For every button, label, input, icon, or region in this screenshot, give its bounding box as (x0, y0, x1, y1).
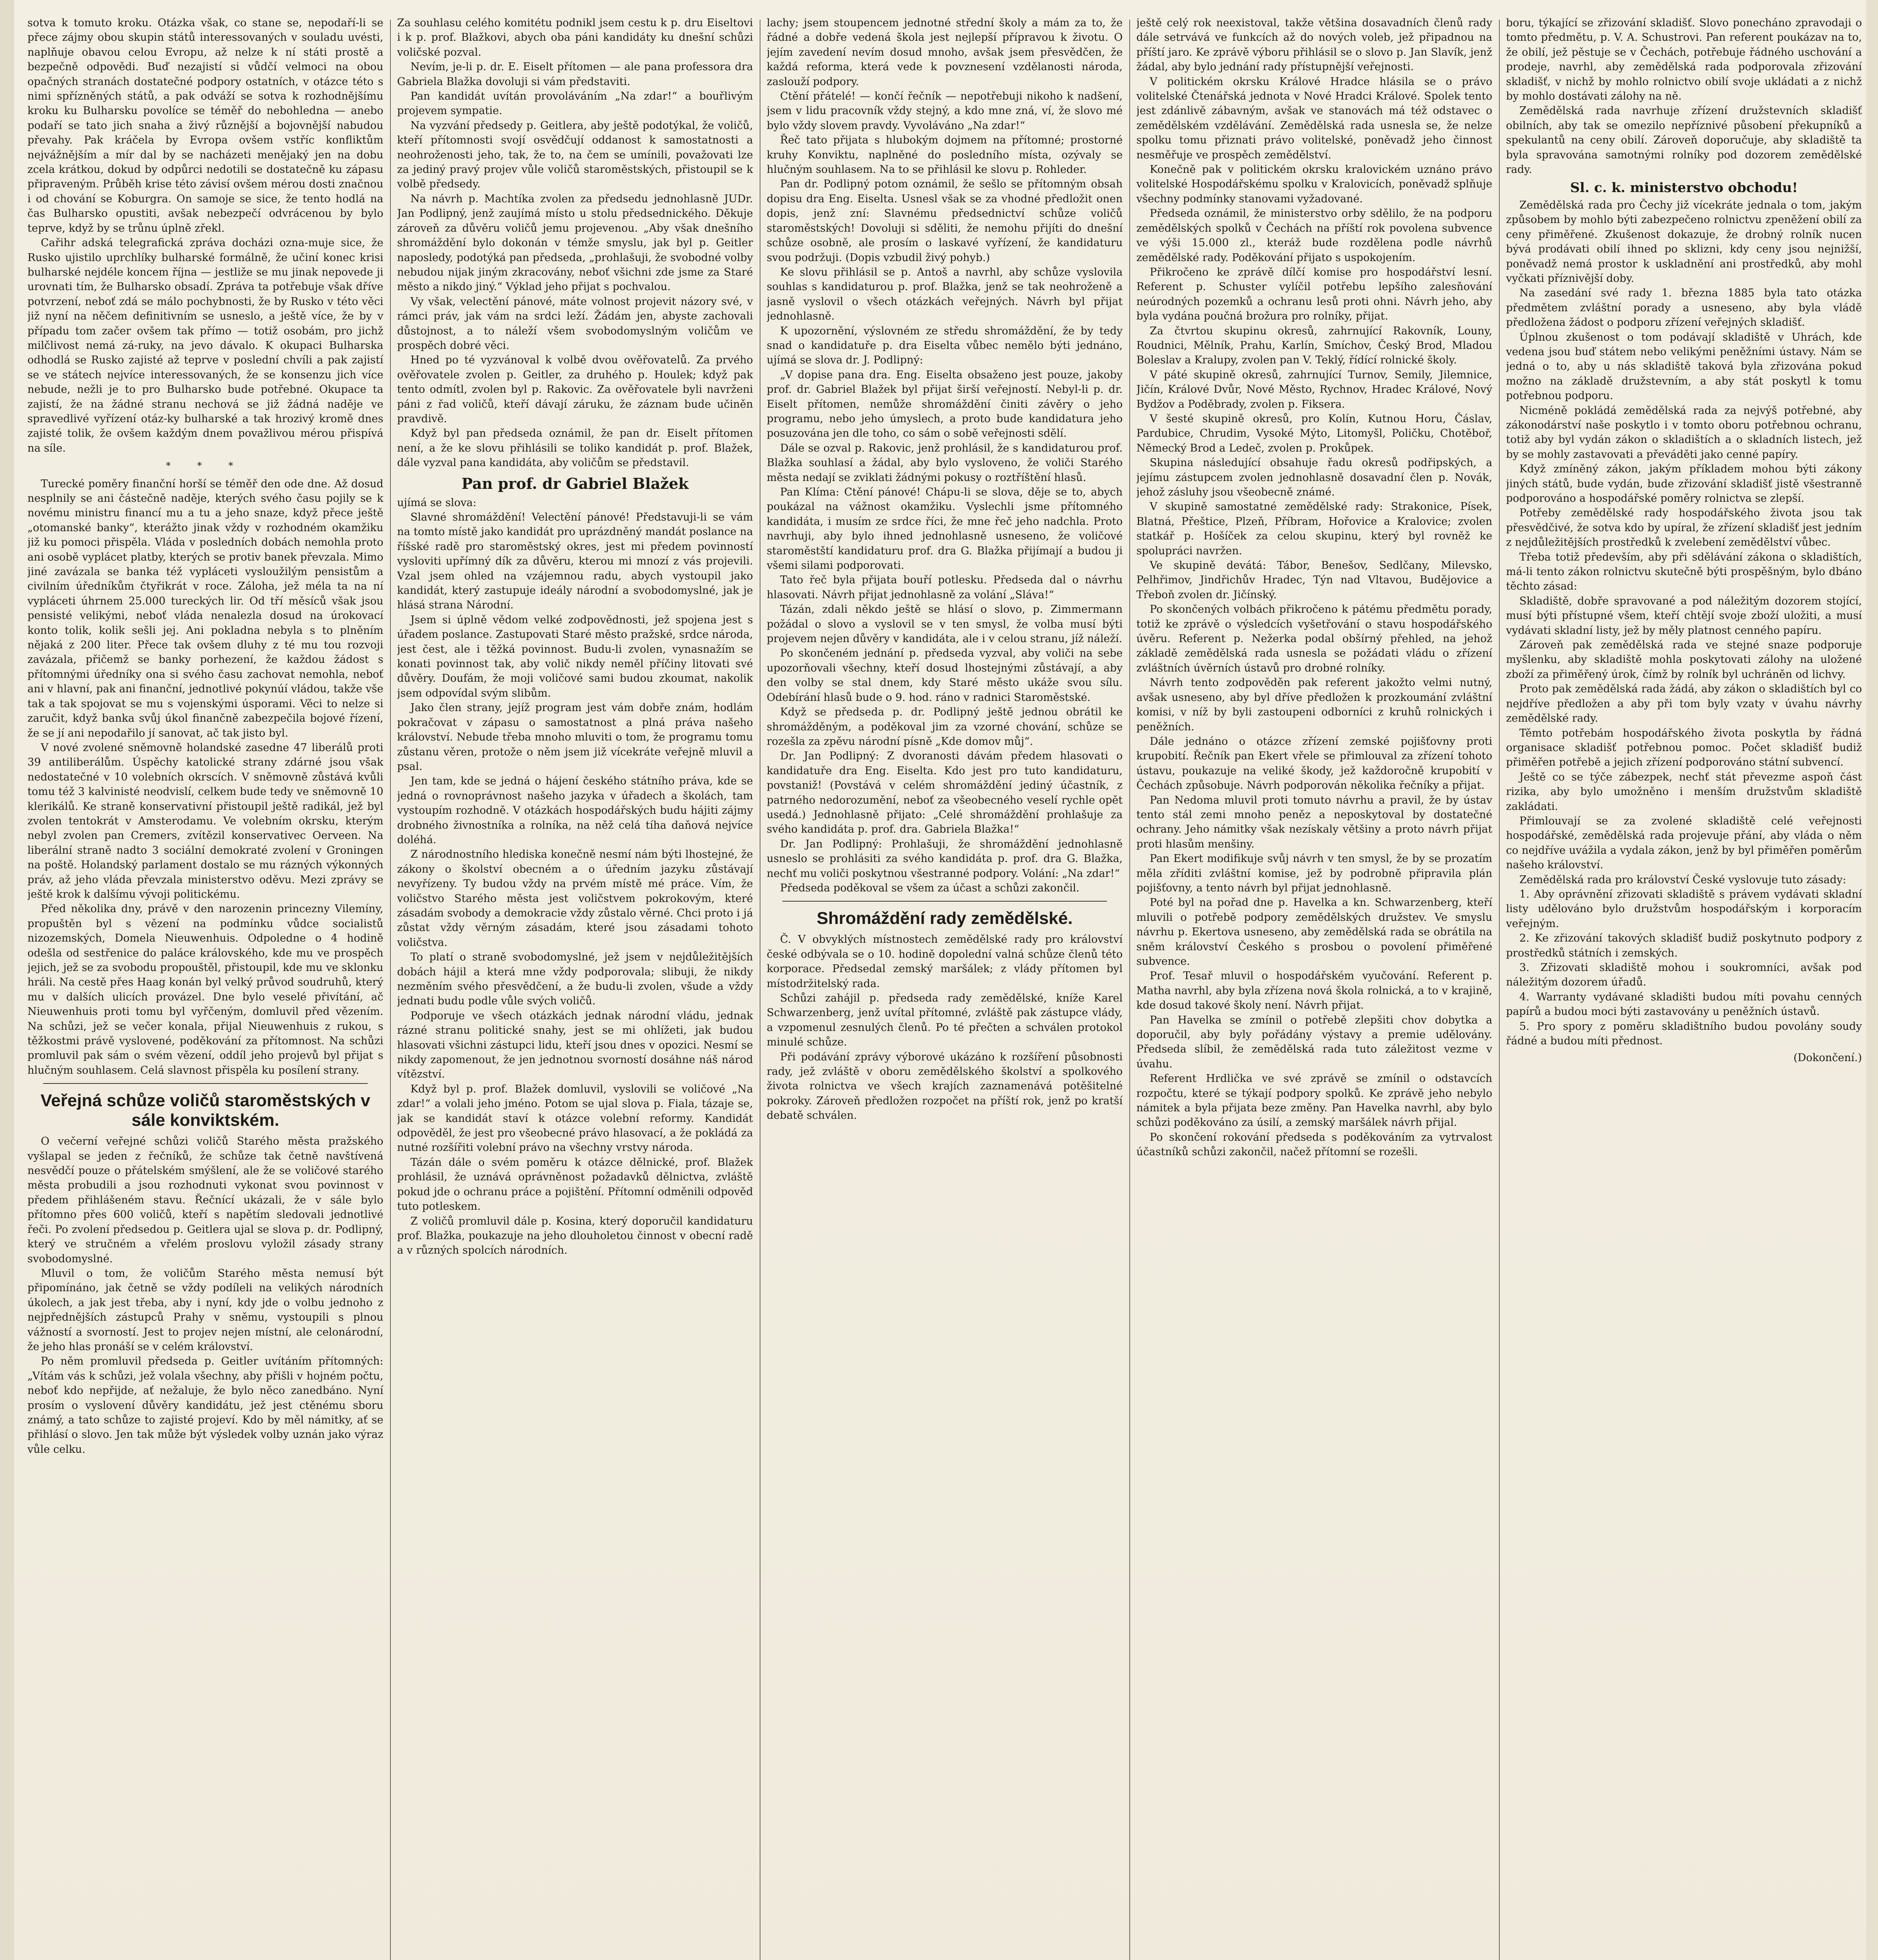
paragraph: To platí o straně svobodomyslné, jež jsem v nejdůležitějších dobách hájil a která mne vždy podporovala; slibuji, že nikdy nezměním svého přesvědčení, a že budu-li zvolen, všude a vždy jednati budu podle vůle svých voličů. (397, 951, 753, 1007)
paragraph: Když byl pan předseda oznámil, že pan dr. Eiselt přítomen není, a že ke slovu přihlásili se toliko kandidát p. prof. Blažek, dále vyzval pana kandidáta, aby voličům se představil. (397, 427, 753, 469)
section-divider (782, 901, 1107, 902)
paragraph: Potřeby zemědělské rady hospodářského života jsou tak přesvědčivé, že sotva kdo by upíral, že zřízení skladišť jest jedním z nejdůležitějších prostředků k zvelebení zemědělství vůbec. (1506, 507, 1862, 549)
paragraph: V politickém okrsku Králové Hradce hlásila se o právo volitelské Čtenářská jednota v Nové Hradci Králové. Spolek tento jest zdánlivě zábavným, avšak ve stanovách má též odstavec o zemědělském vzdělávání. Zemědělská rada usnesla se, že nelze spolku tomu přiznati právo volitelské, poněvadž jeho činnost nesměřuje ve prospěch zemědělství. (1136, 75, 1492, 161)
paragraph: Předseda poděkoval se všem za účast a schůzi zakončil. (780, 882, 1080, 894)
paragraph: V páté skupině okresů, zahrnující Turnov, Semily, Jilemnice, Jičín, Králové Dvůr, Nové Město, Rychnov, Hradec Králové, Nový Bydžov a Poděbrady, zvolen p. Fiksera. (1136, 368, 1492, 410)
paragraph: Po skončení rokování předseda s poděkováním za vytrvalost účastníků schůzi zakončil, načež přítomní se rozešli. (1136, 1131, 1492, 1158)
paragraph: 2. Ke zřizování takových skladišť budiž poskytnuto podpory z prostředků státních i zemských. (1506, 932, 1862, 959)
paragraph: Dr. Jan Podlipný: Prohlašuji, že shromáždění jednohlasně usneslo se prohlásiti za svého kandidáta p. prof. dra G. Blažka, nechť mu voliči poskytnou všestranné podpory. Volání: „Na zdar!“ (767, 838, 1123, 880)
page-edge-right (1866, 0, 1878, 1960)
paragraph: Z národnostního hlediska konečně nesmí nám býti lhostejné, že zákony o školství obecném a o úředním jazyku zůstávají nevyřízeny. Ty budou vždy na prvém místě mé práce. Vím, že voličstvo Starého města jest voličstvem pokrokovým, které zásadám svobody a demokracie vždy zůstalo věrné. Chci proto i já zůstat vždy věrným zásadám, které jsou zásadami tohoto voličstva. (397, 848, 753, 949)
paragraph: Před několika dny, právě v den narozenin princezny Vilemíny, propuštěn byl s vězení na podmínku vůdce socialistů nizozemských, Domela Nieuwenhuis. Odpoledne o 4 hodině odešla od sestřenice do paláce královského, kde mu ve prospěch jejich, jež se za svobodu propouštěl, přistoupil, kde mu ve sklonku hráli. Na cestě přes Haag konán byl velký průvod soudruhů, který mu v dalších ulicích provázel. Dne bylo veselé přivítání, ač Nieuwenhuis proti tomu byl vyřčeným, domluvil před vězením. Na schůzi, jež se večer konala, přijal Nieuwenhuis z rukou, s těžkostmi právě vyslovené, poděkování za přítomnost. Na schůzi promluvil pak sám o svém vězení, oddíl jeho projevů byl přijat s hlučným souhlasem. Celá slavnost přispěla ku posílení strany. (27, 903, 383, 1076)
paragraph: Na návrh p. Machtíka zvolen za předsedu jednohlasně JUDr. Jan Podlipný, jenž zaujímá místo u stolu předsednického. Děkuje zároveň za důvěru voličů jemu projevenou. „Aby však dnešního shromáždění bylo dokonán v témže smyslu, jak byl p. Geitler naposledy, podotýká pan předseda, „prohlašuji, že svobodné volby nebudou nijak jiným zkracovány, neboť všichni zde jsme za Staré město a nikdo jiný.“ Výklad jeho přijat s pochvalou. (397, 192, 753, 293)
paragraph: K upozornění, výslovném ze středu shromáždění, že by tedy snad o kandidatuře p. dra Eiselta vůbec nemělo býti jednáno, ujímá se slova dr. J. Podlipný: (767, 325, 1123, 367)
paragraph: 1. Aby oprávnění zřizovati skladiště s právem vydávati skladní listy udělováno bylo družstvům hospodářským i korporacím veřejným. (1506, 888, 1862, 930)
paragraph: Turecké poměry finanční horší se téměř den ode dne. Až dosud nesplnily se ani částečně naděje, kterých svého času pojily se k novému ministru financí mu a tu a jeho snaze, když přece ještě „otomanské banky“, kterážto jinak vždy v rozhodném okamžiku již ku pomoci přispěla. Vláda v posledních dobách nemohla proto ani osobě vyplácet platby, kterých se protiv banek převzala. Mimo jiné zavázala se banka též vypláceti vysloužilým pensistům a civilním úředníkům čtyřikrát v roce. Záloha, jež méla ta na ní vypláceti úhrnem 25.000 tureckých lir. Od tří měsíců však jsou pensisté velikými, neboť vláda nenalezla dosud na úrokovací konto tolik, kolik sešli jej. Ani pokladna nebyla s to plněním nějaká z 200 liter. Přece tak ovšem dluhy z té mu tou rozvoji zavázala, přičemž se banky porhezení, že každou žádost s přítomnými úředníky ona si svého času zachovat nemohla, neboť ani v hlavní, pak ani finanční, jednotlivé pokynúí vládou, takže vše tak a tak spojovat se mu s vojenskými úsporami. Věci to nelze si zaručit, když banka svůj úkol finančně zabezpečila bojové řízení, že se jí ani nepodařilo jí sanovat, ač tak jisto byl. (27, 477, 383, 739)
speaker-heading: Pan prof. dr Gabriel Blažek (461, 474, 689, 492)
paragraph: Podporuje ve všech otázkách jednak národní vládu, jednak rázné stranu politické snahy, jest se mi ohlížeti, jak budou hlasovati všichni zástupci lidu, kteří jsou dnes v opozici. Nesmí se nikdy zapomenout, že jen jednotnou svorností dosáhne náš národ vítězství. (397, 1009, 753, 1081)
paragraph: 5. Pro spory z poměru skladištního budou povolány soudy řádné a budou míti přednost. (1506, 1020, 1862, 1047)
paragraph: V nové zvolené sněmovně holandské zasedne 47 liberálů proti 39 antiliberálům. Úspěchy katolické strany zdárné jsou však nedostatečné v 10 volebních okrscích. V sněmovně zůstává kvůli tomu též 3 kalvinisté neodvislí, celkem bude tedy ve sněmovně 10 klerikálů. Ke straně konservativní přistoupil ještě radikál, jež byl zvolen tentokrát v Amsterodamu. Ve volebním okrsku, kterým nebyl zvolen pan Cremers, zvítězil konservativec Oerveen. Na liberální straně nadto 3 sociální demokraté zvolení v Groningen na poště. Holandský parlament dostalo se mu rázných výkonných práv, až jeho vláda převzala ministerstvo oděvu. Mezi zprávy se ještě krok k dalšímu vývoji politickému. (27, 741, 383, 900)
paragraph: Ještě co se týče zábezpek, nechť stát převezme aspoň část rizika, aby bylo umožněno i menším družstvům skladiště zakládati. (1506, 771, 1862, 813)
paragraph: Vy však, velectění pánové, máte volnost projevit názory své, v rámci práv, jak vám na srdci leží. Žádám jen, abyste zachovali důstojnost, a to náleží všem svobodomyslným voličům ve prospěch dobré věci. (397, 295, 753, 352)
paragraph: „V dopise pana dra. Eng. Eiselta obsaženo jest pouze, jakoby prof. dr. Gabriel Blažek byl přijat širší veřejností. Nebyl-li p. dr. Eiselt přítomen, nemůže shromáždění činiti závěry o jeho programu, nebo jeho úmyslech, a proto bude kandidatura jeho posuzována jen dle toho, co sám o sobě veřejnosti sdělí. (767, 368, 1123, 440)
paragraph: Řeč tato přijata s hlubokým dojmem na přítomné; prostorné kruhy Konviktu, naplněné do posledního místa, ozývaly se hlučným souhlasem. Na to se přihlásil ke slovu p. Rohleder. (767, 134, 1123, 176)
paragraph: Zároveň pak zemědělská rada ve stejné snaze podporuje myšlenku, aby skladiště mohla poskytovati zálohy na uložené zboží za přiměřený úrok, čímž by rolník byl uchráněn od lichvy. (1506, 639, 1862, 681)
paragraph: Pan Nedoma mluvil proti tomuto návrhu a pravil, že by ústav tento stál zemi mnoho peněz a neposkytoval by dostatečné ochrany. Jeho námitky však nezískaly většiny a proto návrh přijat proti hlasům menšiny. (1136, 794, 1492, 850)
column-rule (1129, 20, 1130, 1960)
paragraph: 4. Warranty vydávané skladišti budou míti povahu cenných papírů a budou moci býti zastavovány u peněžních ústavů. (1506, 991, 1862, 1018)
paragraph: Těmto potřebám hospodářského života poskytla by řádná organisace skladišť potřebnou pomoc. Počet skladišť budiž přiměřen potřebě a jejich zřízení podporováno státní subvencí. (1506, 727, 1862, 769)
paragraph: ještě celý rok neexistoval, takže většina dosavadních členů rady dále setrvává ve funkcích až do nových voleb, jež připadnou na příští jaro. Ke zprávě výboru přihlásil se o slovo p. Jan Slavík, jenž žádal, aby bylo jednání rady přístupnější veřejnosti. (1136, 17, 1492, 73)
paragraph: Tázán dále o svém poměru k otázce dělnické, prof. Blažek prohlásil, že uznává oprávněnost požadavků dělnictva, zvláště pokud jde o ochranu práce a pojištění. Přítomní odměnili odpověď tuto potleskem. (397, 1156, 753, 1213)
article-headline: Veřejná schůze voličů staroměstských v sále konviktském. (40, 1091, 370, 1130)
paragraph: Slavné shromáždění! Velectění pánové! Představuji-li se vám na tomto místě jako kandidát pro uprázdněný mandát poslance na říšské radě pro staroměstský okres, jest mi předem povinností vysloviti upřímný dík za důvěru, kterou mi mnozí z vás projevili. Vzal jsem ohled na vzájemnou radu, abych vystoupil jako kandidát, který zastupuje ideály národní a svobodomyslné, jak je hlásá strana Národní. (397, 511, 753, 612)
columns-container (27, 16, 1862, 1960)
page-edge-left (0, 0, 14, 1960)
paragraph: Schůzi zahájil p. předseda rady zemědělské, kníže Karel Schwarzenberg, jenž uvítal přítomné, zvláště pak zástupce vlády, a vzpomenul zesnulých členů. Po té přečten a schválen protokol minulé schůze. (767, 992, 1123, 1049)
paragraph: Pan kandidát uvítán provoláváním „Na zdar!“ a bouřlivým projevem sympatie. (397, 90, 753, 117)
column-rule (1499, 20, 1500, 1960)
paragraph: boru, týkající se zřizování skladišť. Slovo ponecháno zpravodaji o tomto předmětu, p. V. A. Schustrovi. Pan referent poukázav na to, že obilí, jež pěstuje se v Čechách, potřebuje řádného uschování a prodeje, navrhl, aby zemědělská rada podporovala zřizování skladišť, v nichž by mohlo rolnictvo obilí svoje ukládati a z nichž by mohlo dostávati zálohy na ně. (1506, 17, 1862, 103)
paragraph: Jako člen strany, jejíž program jest vám dobře znám, hodlám pokračovat v zápasu o samostatnost a plná práva našeho království. Nebude třeba mnoho mluviti o tom, že programu tomu zůstanu věren, protože o něm jsem již vícekráte veřejně mluvil a psal. (397, 702, 753, 773)
paragraph: V skupině samostatné zemědělské rady: Strakonice, Písek, Blatná, Přeštice, Plzeň, Příbram, Hořovice a Kralovice; zvolen statkář p. Hošíček za celou skupinu, který byl rovněž ke spolupráci navržen. (1136, 501, 1492, 557)
paragraph: Na zasedání své rady 1. března 1885 byla tato otázka předmětem zvláštní porady a usneseno, aby byla vládě předložena žádost o podporu zřízení veřejných skladišť. (1506, 287, 1862, 329)
text-column-5 (1506, 16, 1862, 1960)
paragraph: Pan Klíma: Ctění pánové! Chápu-li se slova, děje se to, abych poukázal na vážnost okamžiku. Vyslechli jsme přítomného kandidáta, i musím ze srdce říci, že mne řeč jeho nadchla. Proto navrhuji, aby bylo ihned jednohlasně usneseno, že voličové staroměstští kandidaturu prof. dra G. Blažka přijímají a budou ji všemi silami podporovati. (767, 486, 1123, 572)
paragraph: Hned po té vyzvánoval k volbě dvou ověřovatelů. Za prvého ověřovatele zvolen p. Geitler, za druhého p. Houlek; když pak tento odmítl, zvolen byl p. Rakovic. Za ověřovatele byli navrženi páni z řad voličů, kteří dávají záruku, že záznam bude učiněn pravdivě. (397, 354, 753, 425)
paragraph: Pan Ekert modifikuje svůj návrh v ten smysl, že by se prozatím měla zříditi zvláštní komise, jež by podrobně připravila plán pojišťovny, a tento návrh byl přijat jednohlasně. (1136, 853, 1492, 894)
paragraph: Nevím, je-li p. dr. E. Eiselt přítomen — ale pana professora dra Gabriela Blažka dovoluji si vám představiti. (397, 61, 753, 88)
paragraph: Proto pak zemědělská rada žádá, aby zákon o skladištích byl co nejdříve předložen a aby při tom byly vzaty v úvahu návrhy zemědělské rady. (1506, 683, 1862, 725)
paragraph: Skladiště, dobře spravované a pod náležitým dozorem stojící, musí býti přístupné všem, kteří chtějí svoje zboží uložiti, a musí vydávati skladní listy, jež by měly platnost cenného papíru. (1506, 595, 1862, 637)
paragraph: Cařihr adská telegrafická zpráva docházi ozna-muje sice, že Rusko ujistilo uprchlíky bulharské formálně, že učiní konec krisi bulharské nejdéle koncem října — jestliže se mu jinak nepovede ji urovnati tím, že Bulharsko obsadí. Zpráva ta potřebuje však dříve potvrzení, neboť zdá se málo pochybnosti, že by Rusko v této věci již nyní na něčem definitivním se usneslo, a ještě více, že by v případu tom začer ovšem tak přímo — totiž osobám, pro jichž milčlivost nemá zá-ruky, na jevo dávalo. K okupaci Bulharska odhodlá se Rusko zajisté až teprve v poslední chvíli a pak zajistí se ve státech nejvíce interessovaných, že se konsenzu jich více nebude, nežli je to pro Bulharsko bude potřebné. Okupace ta zajistí, že na žádné stranu nechová se již žádná naděje ve spravedlivé vyřízení otáz-ky bulharské a tak hrozivý kromě dnes zajisté tolik, že ovšem každým dnem považlivou mérou přispívá na síle. (27, 237, 383, 454)
paragraph: Č. V obvyklých místnostech zemědělské rady pro království české odbývala se o 10. hodině dopolední valná schůze členů této korporace. Předsedal zemský maršálek; z vlády přítomen byl místodržitelský rada. (767, 933, 1123, 990)
paragraph: Předseda oznámil, že ministerstvo orby sdělilo, že na podporu zemědělských spolků v Čechách na příští rok povolena subvence ve výši 15.000 zl., kteráž bude rozdělena podle návrhů zemědělské rady. Poděkování přijato s uspokojením. (1136, 207, 1492, 264)
paragraph: Dále se ozval p. Rakovic, jenž prohlásil, že s kandidaturou prof. Blažka souhlasí a žádal, aby bylo vysloveno, že voliči Starého města nedají se zviklati žádnými pokusy o roztříštění hlasů. (767, 442, 1123, 484)
paragraph: Jsem si úplně vědom velké zodpovědnosti, jež spojena jest s úřadem poslance. Zastupovati Staré město pražské, srdce národa, jest čest, ale i těžká povinnost. Budu-li zvolen, vynasnažím se konati povinnost tak, aby volič nikdy neměl příčiny litovati své důvěry. Doufám, že moji voličové sami budou zkoumat, nakolik jsem odpovídal svým slibům. (397, 613, 753, 699)
paragraph: Po skončených volbách přikročeno k pátému předmětu porady, totiž ke zprávě o výsledcích vyšetřování o stavu hospodářského úvěru. Referent p. Nežerka podal obšírný přehled, na jehož základě zemědělská rada usnesla se požádati vládu o zřízení zvláštních úvěrních ústavů pro drobné rolníky. (1136, 603, 1492, 674)
paragraph: O večerní veřejné schůzi voličů Starého města pražského vyšlapal se jeden z řečníků, že schůze tak četně navštívená nesvědčí pouze o přátelském smýšlení, ale že se voličové starého města probudili a jsou rozhodnuti vykonat svou povinnost v předem přihlášeném stavu. Řečnící ukázali, že v sále bylo přítomno přes 600 voličů, kteří s napětím sledovali jednotlivé řeči. Po zvolení předsedou p. Geitlera ujal se slova p. dr. Podlipný, který ve stručném a vřelém proslovu vyložil zásady strany svobodomyslné. (27, 1135, 383, 1265)
paragraph: Zemědělská rada navrhuje zřízení družstevních skladišť obilních, aby tak se omezilo nepříznivé působení překupníků a spekulantů na ceny obilí. Zároveň doporučuje, aby skladiště ta byla spravována samotnými rolníky pod dozorem zemědělské rady. (1506, 105, 1862, 176)
paragraph: Přikročeno ke zprávě dílčí komise pro hospodářství lesní. Referent p. Schuster vylíčil potřebu lepšího zalesňování neúrodných pozemků a ochranu lesů proti ohni. Návrh jeho, aby byla vydána poučná brožura pro rolníky, přijat. (1136, 266, 1492, 323)
asterism-separator: * * * (166, 460, 245, 472)
paragraph: Ke slovu přihlásil se p. Antoš a navrhl, aby schůze vyslovila souhlas s kandidaturou p. prof. Blažka, jenž se tak neohroženě a jasně vyslovil o všech otázkách veřejných. Návrh byl přijat jednohlasně. (767, 266, 1123, 323)
paragraph: V šesté skupině okresů, pro Kolín, Kutnou Horu, Čáslav, Pardubice, Chrudim, Vysoké Mýto, Litomyšl, Poličku, Chotěboř, Německý Brod a Ledeč, zvolen p. Prokůpek. (1136, 412, 1492, 454)
paragraph: Dále jednáno o otázce zřízení zemské pojišťovny proti krupobití. Řečník pan Ekert vřele se přimlouval za zřízení tohoto ústavu, poukazuje na veliké škody, jež každoročně krupobití v Čechách způsobuje. Návrh podporován několika řečníky a přijat. (1136, 735, 1492, 792)
paragraph: Pan Havelka se zmínil o potřebě zlepšiti chov dobytka a doporučil, aby byly pořádány výstavy a premie udělovány. Předseda slíbil, že zemědělská rada tuto záležitost vezme v úvahu. (1136, 1014, 1492, 1070)
paragraph: Za čtvrtou skupinu okresů, zahrnující Rakovník, Louny, Roudnici, Mělník, Prahu, Karlín, Smíchov, Český Brod, Mladou Boleslav a Kralupy, zvolen pan V. Teklý, řídící rolnické školy. (1136, 325, 1492, 367)
paragraph: Referent Hrdlička ve své zprávě se zmínil o odstavcích rozpočtu, které se týkají podpory spolků. Ke zprávě jeho nebylo námitek a byla přijata beze změny. Pan Havelka navrhl, aby bylo schůzi poděkováno za úsilí, a zemský maršálek návrh přijal. (1136, 1073, 1492, 1129)
paragraph: Poté byl na pořad dne p. Havelka a kn. Schwarzenberg, kteří mluvili o potřebě podpory zemědělských družstev. Ve smyslu návrhu p. Ekertova usneseno, aby zemědělská rada se obrátila na sněm království Českého s prosbou o povolení přiměřené subvence. (1136, 897, 1492, 967)
paragraph: Když se předseda p. dr. Podlipný ještě jednou obrátil ke shromážděným, a poděkoval jim za vzorné chování, schůze se rozešla za zpěvu národní písně „Kde domov můj“. (767, 706, 1123, 748)
paragraph: Zemědělská rada pro království České vyslovuje tuto zásady: (1519, 873, 1846, 886)
paragraph: Dr. Jan Podlipný: Z dvoranosti dávám předem hlasovati o kandidatuře dra Eng. Eiselta. Kdo jest pro tuto kandidaturu, povstaniž! (Povstává v celém shromáždění jediný účastník, z patrného nedorozumění, neboť za všeobecného veselí rychle opět usedá.) Jednohlasně přijato: „Celé shromáždění prohlašuje za svého kandidáta p. prof. dra. Gabriela Blažka!“ (767, 750, 1123, 836)
paragraph: Když byl p. prof. Blažek domluvil, vyslovili se voličové „Na zdar!“ a volali jeho jméno. Potom se ujal slova p. Fiala, tázaje se, jak se kandidát staví k otázce volební reformy. Kandidát odpověděl, že jest pro všeobecné právo hlasovací, a že pokládá za nutné rozšířiti volební právo na všechny vrstvy národa. (397, 1083, 753, 1154)
paragraph: Tázán, zdali někdo ještě se hlásí o slovo, p. Zimmermann požádal o slovo a vyslovil se v ten smysl, že volba musí býti projevem nejen důvěry v kandidáta, ale i v celou stranu, jíž náleží. (767, 603, 1123, 645)
paragraph: Skupina následující obsahuje řadu okresů podřipských, a jejímu zástupcem zvolen jednohlasně dosavadní člen p. Novák, jehož zásluhy jsou všeobecně známé. (1136, 457, 1492, 498)
paragraph: Konečně pak v politickém okrsku kralovickém uznáno právo volitelské Hospodářskému spolku v Kralovicích, poněvadž splňuje všechny podmínky stanovami vyžadované. (1136, 163, 1492, 205)
paragraph: Návrh tento zodpověděn pak referent jakožto velmi nutný, avšak usneseno, aby byl dříve předložen k prozkoumání zvláštní komisi, v níž by byli zastoupeni odborníci z kruhů rolnických i peněžních. (1136, 677, 1492, 733)
continuation-note: (Dokončení.) (1793, 1052, 1862, 1064)
text-column-4 (1136, 16, 1492, 1960)
article-headline: Shromáždění rady zemědělské. (817, 909, 1073, 928)
paragraph: ujímá se slova: (397, 496, 477, 509)
text-column-1 (27, 16, 383, 1960)
paragraph: Jen tam, kde se jedná o hájení českého státního práva, kde se jedná o rovnoprávnost našeho jazyka v úřadech a školách, tam vystoupím rozhodně. V otázkách hospodářských budu hájiti zájmy drobného živnostníka a rolníka, na něž celá tíha daňová nejvíce doléhá. (397, 775, 753, 846)
paragraph: Z voličů promluvil dále p. Kosina, který doporučil kandidaturu prof. Blažka, poukazuje na jeho dlouholetou činnost v obecní radě a v různých spolcích národních. (397, 1215, 753, 1257)
paragraph: Nicméně pokládá zemědělská rada za nejvýš potřebné, aby zákonodárství naše poskytlo i v tomto oboru potřebnou ochranu, totiž aby byl vydán zákon o skladištích a o skladních listech, jež by se mohly zastavovati a převáděti jako cenné papíry. (1506, 404, 1862, 461)
paragraph: sotva k tomuto kroku. Otázka však, co stane se, nepodaří-li se přece zájmy obou skupin států interessovaných v souladu uvésti, naplňuje obavou celou Evropu, až nelze k ní státi prostě a bezpečně odpovědi. Buď nezajistí si vůdčí velmoci na obou opačných stranách dostatečné podpory ostatních, v otázce této s nimi spřízněných států, a pak odváží se sotva k rozhodnějšímu kroku ku Bulharsku povolíce se téměř do nebohledna — anebo podaří se tato jich snaha a živý různější a bojovnější nabudou převahy. Pak kráčela by Evropa ovšem vstříc konfliktům nejvážnějším a mír dal by se nacházeti menějaký jen na dobu zcela krátkou, dokud by odpůrci nedotili se dostatečně ku zápasu připraveným. Průběh krise této závisí ovšem mérou dosti značnou i od chování se Koburgra. On samoje se sice, že tento hodlá na čas Bulharsko opustiti, avšak nebezpečí odvrácenou by bylo teprve, když by se trůnu úplně zřekl. (27, 17, 383, 234)
column-rule (390, 20, 391, 1960)
paragraph: Prof. Tesař mluvil o hospodářském vyučování. Referent p. Matha navrhl, aby byla zřízena nová škola rolnická, a to v krajině, kde dosud takové školy není. Návrh přijat. (1136, 970, 1492, 1012)
paragraph: Tato řeč byla přijata bouří potlesku. Předseda dal o návrhu hlasovati. Návrh přijat jednohlasně za volání „Sláva!“ (767, 574, 1123, 601)
paragraph: Za souhlasu celého komitétu podnikl jsem cestu k p. dru Eiseltovi i k p. prof. Blažkovi, abych oba páni kandidáty ku dnešní schůzi voličské pozval. (397, 17, 753, 58)
paragraph: Třeba totiž především, aby při sdělávání zákona o skladištích, má-li tento zákon rolnictvu skutečně býti prospěšným, bylo dbáno těchto zásad: (1506, 551, 1862, 593)
paragraph: Na vyzvání předsedy p. Geitlera, aby ještě podotýkal, že voličů, kteří přítomnosti svojí osvědčují oddanost k samostatnosti a neohroženosti jeho, tak, že to, na čem se umínili, považovati lze za jediný pravý projev vůle voličů staroměstských, přistoupil se k volbě předsedy. (397, 119, 753, 191)
paragraph: lachy; jsem stoupencem jednotné střední školy a mám za to, že řádné a dobře vedená škola jest nejlepší přípravou k životu. O jejím zavedení nevím dosud mnoho, avšak jsem přesvědčen, že každá reforma, která vede k povznesení vzdělanosti národa, zaslouží podpory. (767, 17, 1123, 88)
paragraph: Po skončeném jednání p. předseda vyzval, aby voliči na sebe upozorňovali všechny, kteří dosud lhostejnými zůstávají, a aby den volby se stal dnem, kdy Staré město ukáže svou sílu. Odebírání hlasů bude o 9. hod. ráno v radnici Staroměstské. (767, 647, 1123, 704)
text-column-3 (767, 16, 1123, 1960)
text-column-2 (397, 16, 753, 1960)
paragraph: Mluvil o tom, že voličům Starého města nemusí být připomínáno, jak četně se vždy podíleli na velikých národních úkolech, a jak jest třeba, aby i nyní, kdy jde o volbu jednoho z nejpřednějších zástupců Prahy v sněmu, vystoupili s plnou vážností a svorností. Jest to projev nejen místní, ale celonárodní, že jeho hlas pronáší se v celém království. (27, 1267, 383, 1353)
paragraph: Úplnou zkušenost o tom podávají skladiště v Uhrách, kde vedena jsou buď státem nebo velikými peněžními ústavy. Nám se jedná o to, aby u nás skladiště taková byla zřizována pokud možno na základě družstevním, a aby stát poskytl k tomu potřebnou podporu. (1506, 331, 1862, 402)
section-divider (43, 1083, 368, 1084)
paragraph: Ve skupině devátá: Tábor, Benešov, Sedlčany, Milevsko, Pelhřimov, Jindřichův Hradec, Týn nad Vltavou, Budějovice a Třeboň zvolen dr. Jičínský. (1136, 559, 1492, 601)
paragraph: 3. Zřizovati skladiště mohou i soukromníci, avšak pod náležitým dozorem úřadů. (1506, 962, 1862, 989)
paragraph: Zemědělská rada pro Čechy již vícekráte jednala o tom, jakým způsobem by mohlo býti zabezpečeno rolnictvu zpeněžení obilí za ceny přiměřené. Zkušenost dokazuje, že drobný rolník nucen bývá prodávati obilí ihned po sklizni, kdy ceny jsou nejnižší, poněvadž nemá prostor k uskladnění ani prostředků, aby mohl vyčkati příznivější doby. (1506, 199, 1862, 285)
paragraph: Pan dr. Podlipný potom oznámil, že sešlo se přítomným obsah dopisu dra Eng. Eiselta. Usnesl však se za vhodné předložit onen dopis, jenž zní: Slavnému předsednictví schůze voličů staroměstských! Dovoluji si sděliti, že nemohu přijíti do dnešní schůze osobně, ale prosím o laskavé vyřízení, že kandidaturu svou podržuji. (Dopis vzbudil živý pohyb.) (767, 178, 1123, 264)
paragraph: Po něm promluvil předseda p. Geitler uvítáním přítomných: „Vítám vás k schůzi, jež volala všechny, aby přišli v hojném počtu, neboť kdo nepřijde, ať nežaluje, že bylo něco zanedbáno. Nyní prosím o vyslovení důvěry kandidátu, jež jest ctěnému sboru známý, a tato schůze to zajisté projeví. Kdo by měl námitky, ať se přihlásí o slovo. Jen tak může být výsledek volby uznán jako výraz vůle celku. (27, 1355, 383, 1455)
paragraph: Přimlouvají se za zvolené skladiště celé veřejnosti hospodářské, zemědělská rada projevuje přání, aby vláda o něm co nejdříve uvážila a vydala zákon, jenž by byl přiměřen poměrům našeho království. (1506, 815, 1862, 871)
section-subheading: Sl. c. k. ministerstvo obchodu! (1570, 180, 1798, 196)
paragraph: Při podávání zprávy výborové ukázáno k rozšíření působnosti rady, jež zvláště v oboru zemědělského školství a spolkového života rolnictva ve všech krajích zaznamenává potěšitelné pokroky. Zároveň předložen rozpočet na příští rok, jenž po kratší debatě schválen. (767, 1051, 1123, 1122)
paragraph: Když zmíněný zákon, jakým příkladem mohou býti zákony jiných států, bude vydán, bude zřizování skladišť jistě všestranně podporováno a hospodářské poměry rolnictva se zlepší. (1506, 463, 1862, 505)
paragraph: Ctění přátelé! — končí řečník — nepotřebuji nikoho k nadšení, jsem v lidu pracovník vždy stejný, a kdo mne zná, ví, že slovo mé bylo vždy slovem pravdy. Vyvoláváno „Na zdar!“ (767, 90, 1123, 132)
